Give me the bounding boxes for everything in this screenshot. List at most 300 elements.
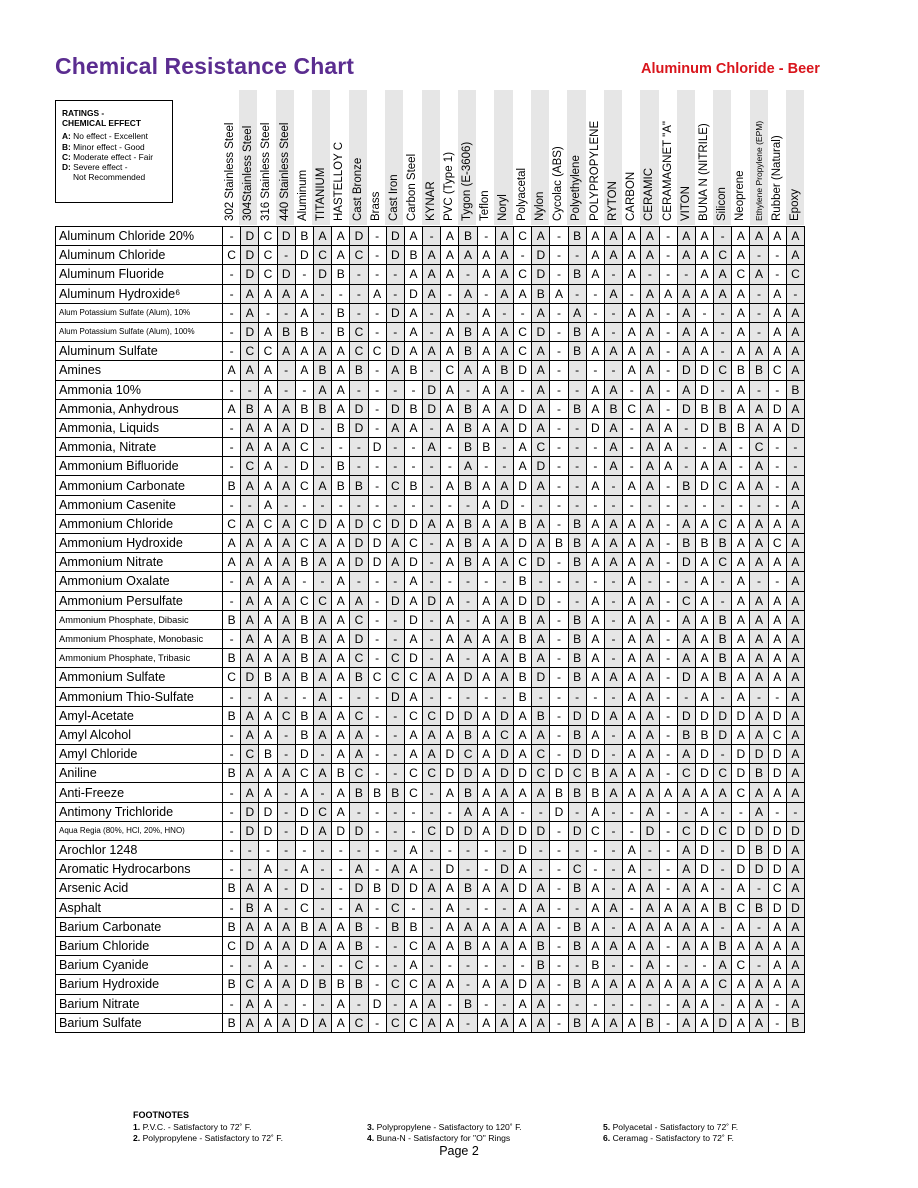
rating-cell: -	[750, 322, 768, 341]
rating-cell: A	[732, 668, 750, 687]
rating-cell: -	[495, 956, 513, 975]
rating-cell: C	[514, 322, 532, 341]
material-header	[494, 90, 512, 225]
rating-cell: C	[386, 1013, 404, 1032]
rating-cell: -	[550, 994, 568, 1013]
rating-cell: -	[677, 457, 695, 476]
rating-cell: A	[332, 802, 350, 821]
rating-cell: A	[241, 476, 259, 495]
rating-cell: A	[332, 380, 350, 399]
rating-cell: A	[750, 802, 768, 821]
material-header	[276, 90, 294, 225]
legend-item	[62, 142, 172, 152]
rating-cell: -	[732, 802, 750, 821]
rating-cell: A	[695, 322, 713, 341]
rating-cell: A	[586, 322, 604, 341]
rating-cell: D	[459, 821, 477, 840]
rating-cell: C	[241, 457, 259, 476]
rating-cell: C	[423, 821, 441, 840]
rating-cell: A	[732, 879, 750, 898]
rating-cell: A	[313, 553, 331, 572]
rating-cell: A	[750, 457, 768, 476]
rating-cell: A	[732, 610, 750, 629]
rating-cell: C	[350, 1013, 368, 1032]
rating-cell: A	[641, 936, 659, 955]
rating-cell: -	[714, 342, 732, 361]
rating-cell: A	[586, 668, 604, 687]
rating-cell: A	[732, 629, 750, 648]
rating-cell: C	[241, 342, 259, 361]
rating-cell: -	[404, 380, 422, 399]
table-row	[56, 227, 805, 246]
rating-cell: A	[514, 1013, 532, 1032]
rating-cell: A	[623, 706, 641, 725]
rating-cell: D	[532, 553, 550, 572]
rating-cell: A	[495, 553, 513, 572]
rating-cell: -	[295, 380, 313, 399]
rating-cell: A	[277, 917, 295, 936]
rating-cell: B	[459, 553, 477, 572]
material-header	[586, 90, 604, 225]
rating-cell: A	[677, 879, 695, 898]
rating-cell: B	[568, 265, 586, 284]
rating-cell: A	[404, 994, 422, 1013]
rating-cell: -	[423, 860, 441, 879]
rating-cell: -	[295, 994, 313, 1013]
material-header	[221, 90, 239, 225]
rating-cell: A	[677, 783, 695, 802]
rating-cell: -	[423, 572, 441, 591]
rating-cell: B	[223, 706, 241, 725]
rating-cell: -	[223, 860, 241, 879]
rating-cell: A	[786, 322, 804, 341]
rating-cell: D	[495, 706, 513, 725]
rating-cell: A	[586, 802, 604, 821]
rating-cell: D	[786, 898, 804, 917]
rating-cell: A	[441, 591, 459, 610]
rating-cell: A	[604, 975, 622, 994]
rating-cell: C	[313, 591, 331, 610]
rating-cell: A	[623, 649, 641, 668]
rating-cell: A	[623, 514, 641, 533]
rating-cell: A	[786, 361, 804, 380]
rating-cell: -	[750, 956, 768, 975]
rating-cell: A	[514, 898, 532, 917]
rating-cell: A	[313, 821, 331, 840]
rating-cell: A	[695, 879, 713, 898]
rating-cell: -	[532, 687, 550, 706]
rating-cell: B	[568, 936, 586, 955]
rating-cell: B	[295, 649, 313, 668]
rating-cell: -	[350, 687, 368, 706]
rating-cell: A	[404, 572, 422, 591]
rating-cell: D	[241, 668, 259, 687]
rating-cell: A	[532, 514, 550, 533]
rating-cell: D	[295, 879, 313, 898]
rating-cell: A	[695, 514, 713, 533]
rating-cell: A	[386, 418, 404, 437]
rating-cell: -	[550, 457, 568, 476]
material-header	[239, 90, 257, 225]
rating-cell: D	[386, 342, 404, 361]
rating-cell: A	[641, 591, 659, 610]
rating-cell: A	[495, 534, 513, 553]
rating-cell: -	[677, 418, 695, 437]
rating-cell: A	[641, 668, 659, 687]
rating-cell: -	[386, 284, 404, 303]
rating-cell: C	[277, 706, 295, 725]
rating-cell: -	[477, 227, 495, 246]
rating-cell: -	[568, 994, 586, 1013]
rating-cell: -	[604, 841, 622, 860]
chemical-name: Barium Carbonate	[56, 917, 223, 936]
rating-cell: D	[768, 706, 786, 725]
rating-cell: -	[495, 303, 513, 322]
rating-cell: -	[277, 994, 295, 1013]
rating-cell: C	[368, 514, 386, 533]
rating-cell: A	[677, 860, 695, 879]
rating-cell: B	[714, 649, 732, 668]
rating-cell: A	[259, 994, 277, 1013]
rating-cell: A	[677, 1013, 695, 1032]
rating-cell: A	[477, 879, 495, 898]
rating-cell: A	[604, 898, 622, 917]
rating-cell: D	[677, 553, 695, 572]
table-row	[56, 745, 805, 764]
rating-cell: B	[459, 438, 477, 457]
rating-cell: -	[223, 994, 241, 1013]
rating-cell: -	[277, 246, 295, 265]
rating-cell: -	[441, 284, 459, 303]
rating-cell: -	[313, 438, 331, 457]
rating-cell: A	[550, 284, 568, 303]
rating-cell: -	[623, 418, 641, 437]
material-header	[403, 90, 421, 225]
material-header	[440, 90, 458, 225]
rating-cell: C	[532, 438, 550, 457]
rating-cell: D	[350, 514, 368, 533]
rating-cell: -	[750, 879, 768, 898]
rating-cell: A	[532, 629, 550, 648]
rating-cell: B	[514, 687, 532, 706]
rating-cell: A	[586, 534, 604, 553]
rating-cell: -	[586, 438, 604, 457]
footnote: 2. Polypropylene - Satisfactory to 72˚ F.	[133, 1132, 283, 1143]
rating-cell: A	[423, 342, 441, 361]
rating-cell: A	[623, 572, 641, 591]
rating-cell: A	[641, 284, 659, 303]
rating-cell: A	[495, 1013, 513, 1032]
rating-cell: A	[586, 1013, 604, 1032]
rating-cell: A	[714, 284, 732, 303]
rating-cell: A	[768, 553, 786, 572]
rating-cell: A	[332, 246, 350, 265]
rating-cell: A	[332, 1013, 350, 1032]
rating-cell: A	[750, 227, 768, 246]
rating-cell: -	[368, 495, 386, 514]
rating-cell: -	[732, 438, 750, 457]
rating-cell: A	[459, 802, 477, 821]
rating-cell: A	[641, 246, 659, 265]
rating-cell: -	[550, 342, 568, 361]
rating-cell: -	[659, 553, 677, 572]
rating-cell: -	[350, 572, 368, 591]
rating-cell: B	[677, 534, 695, 553]
rating-cell: B	[350, 668, 368, 687]
rating-cell: -	[695, 956, 713, 975]
table-row	[56, 553, 805, 572]
rating-cell: -	[386, 380, 404, 399]
rating-cell: A	[332, 649, 350, 668]
rating-cell: -	[459, 265, 477, 284]
rating-cell: A	[532, 879, 550, 898]
rating-cell: -	[768, 265, 786, 284]
material-header	[476, 90, 494, 225]
chemical-name: Barium Nitrate	[56, 994, 223, 1013]
rating-cell: C	[313, 246, 331, 265]
rating-cell: A	[386, 361, 404, 380]
rating-cell: B	[223, 610, 241, 629]
material-header	[513, 90, 531, 225]
rating-cell: B	[714, 399, 732, 418]
rating-cell: B	[695, 725, 713, 744]
rating-cell: A	[495, 418, 513, 437]
rating-cell: A	[786, 342, 804, 361]
rating-cell: B	[568, 783, 586, 802]
rating-cell: B	[459, 994, 477, 1013]
rating-cell: B	[368, 783, 386, 802]
material-label: HASTELLOY C	[333, 141, 346, 221]
rating-cell: A	[241, 764, 259, 783]
rating-cell: A	[495, 322, 513, 341]
rating-cell: -	[423, 457, 441, 476]
rating-cell: A	[459, 361, 477, 380]
rating-cell: -	[714, 495, 732, 514]
rating-cell: A	[641, 898, 659, 917]
rating-cell: A	[786, 975, 804, 994]
rating-cell: A	[459, 284, 477, 303]
rating-cell: -	[604, 802, 622, 821]
material-header	[768, 90, 786, 225]
rating-cell: -	[350, 380, 368, 399]
rating-cell: -	[623, 495, 641, 514]
rating-cell: A	[241, 917, 259, 936]
rating-cell: A	[477, 725, 495, 744]
rating-cell: -	[386, 821, 404, 840]
rating-cell: A	[750, 399, 768, 418]
rating-cell: A	[586, 265, 604, 284]
rating-cell: B	[532, 956, 550, 975]
rating-cell: B	[568, 399, 586, 418]
rating-cell: -	[313, 418, 331, 437]
rating-cell: -	[223, 342, 241, 361]
rating-cell: A	[259, 879, 277, 898]
rating-cell: B	[514, 668, 532, 687]
rating-cell: -	[768, 994, 786, 1013]
rating-cell: D	[514, 476, 532, 495]
rating-cell: A	[786, 227, 804, 246]
legend-heading-line: RATINGS -	[62, 108, 105, 118]
rating-cell: A	[750, 418, 768, 437]
rating-cell: -	[368, 802, 386, 821]
rating-cell: A	[786, 994, 804, 1013]
rating-cell: D	[714, 1013, 732, 1032]
rating-cell: -	[277, 380, 295, 399]
rating-cell: A	[604, 284, 622, 303]
rating-cell: -	[223, 438, 241, 457]
rating-cell: -	[313, 860, 331, 879]
rating-cell: A	[641, 975, 659, 994]
rating-cell: -	[368, 572, 386, 591]
rating-cell: A	[586, 227, 604, 246]
rating-cell: -	[404, 821, 422, 840]
rating-cell: -	[659, 591, 677, 610]
material-label: Neoprene	[734, 170, 747, 221]
rating-cell: B	[677, 476, 695, 495]
chemical-name: Ammonium Phosphate, Monobasic	[56, 629, 223, 648]
rating-cell: A	[677, 629, 695, 648]
rating-cell: -	[495, 687, 513, 706]
rating-cell: A	[641, 303, 659, 322]
rating-cell: -	[223, 380, 241, 399]
rating-cell: A	[623, 764, 641, 783]
rating-cell: A	[423, 725, 441, 744]
rating-cell: -	[714, 687, 732, 706]
rating-cell: -	[586, 303, 604, 322]
rating-cell: A	[495, 265, 513, 284]
rating-cell: D	[550, 764, 568, 783]
rating-cell: -	[786, 438, 804, 457]
rating-cell: A	[695, 342, 713, 361]
rating-cell: A	[313, 534, 331, 553]
rating-cell: A	[259, 380, 277, 399]
rating-cell: A	[768, 917, 786, 936]
rating-cell: B	[295, 725, 313, 744]
rating-cell: A	[423, 284, 441, 303]
rating-cell: -	[659, 764, 677, 783]
rating-cell: C	[313, 802, 331, 821]
rating-cell: -	[459, 687, 477, 706]
rating-cell: -	[623, 821, 641, 840]
rating-cell: A	[750, 706, 768, 725]
rating-cell: -	[368, 745, 386, 764]
rating-cell: A	[532, 303, 550, 322]
rating-cell: -	[604, 956, 622, 975]
rating-cell: C	[259, 514, 277, 533]
rating-cell: -	[350, 994, 368, 1013]
rating-cell: A	[332, 361, 350, 380]
rating-cell: A	[404, 418, 422, 437]
rating-cell: D	[295, 936, 313, 955]
rating-cell: A	[586, 610, 604, 629]
rating-cell: A	[241, 591, 259, 610]
rating-cell: A	[768, 322, 786, 341]
rating-cell: -	[368, 687, 386, 706]
rating-cell: -	[423, 956, 441, 975]
rating-cell: B	[532, 284, 550, 303]
rating-cell: A	[277, 438, 295, 457]
rating-cell: D	[259, 821, 277, 840]
rating-cell: A	[404, 303, 422, 322]
chemical-name: Alum Potassium Sulfate (Alum), 100%	[56, 322, 223, 341]
rating-cell: A	[659, 975, 677, 994]
chemical-name: Barium Chloride	[56, 936, 223, 955]
rating-cell: D	[404, 284, 422, 303]
rating-cell: -	[604, 361, 622, 380]
rating-cell: A	[786, 687, 804, 706]
rating-cell: -	[441, 802, 459, 821]
rating-cell: D	[695, 841, 713, 860]
rating-cell: A	[495, 917, 513, 936]
material-label: Cycolac (ABS)	[552, 146, 565, 221]
rating-cell: -	[350, 802, 368, 821]
rating-cell: -	[568, 687, 586, 706]
rating-cell: -	[423, 495, 441, 514]
rating-cell: A	[277, 668, 295, 687]
rating-cell: A	[786, 246, 804, 265]
material-header	[677, 90, 695, 225]
rating-cell: A	[423, 265, 441, 284]
rating-cell: -	[368, 936, 386, 955]
rating-cell: -	[368, 956, 386, 975]
rating-cell: -	[550, 438, 568, 457]
legend-text: No effect - Excellent	[73, 131, 148, 142]
rating-cell: D	[386, 246, 404, 265]
table-row	[56, 687, 805, 706]
rating-cell: C	[223, 668, 241, 687]
rating-cell: B	[404, 246, 422, 265]
rating-cell: -	[550, 495, 568, 514]
material-header	[731, 90, 749, 225]
rating-cell: C	[295, 476, 313, 495]
rating-cell: A	[586, 725, 604, 744]
rating-cell: -	[313, 956, 331, 975]
rating-cell: A	[768, 936, 786, 955]
rating-cell: A	[241, 629, 259, 648]
rating-cell: A	[495, 227, 513, 246]
rating-cell: A	[586, 380, 604, 399]
rating-cell: A	[259, 649, 277, 668]
rating-cell: -	[532, 860, 550, 879]
rating-cell: -	[223, 418, 241, 437]
rating-cell: -	[223, 687, 241, 706]
rating-cell: -	[313, 745, 331, 764]
rating-cell: A	[423, 745, 441, 764]
material-label: VITON	[679, 186, 692, 221]
rating-cell: -	[641, 841, 659, 860]
rating-cell: B	[786, 1013, 804, 1032]
rating-cell: -	[368, 418, 386, 437]
rating-cell: A	[313, 649, 331, 668]
rating-cell: A	[477, 342, 495, 361]
rating-cell: A	[477, 936, 495, 955]
rating-cell: -	[423, 418, 441, 437]
rating-cell: C	[350, 322, 368, 341]
rating-cell: D	[586, 418, 604, 437]
material-label: POLYPROPYLENE	[588, 120, 601, 221]
rating-cell: A	[477, 399, 495, 418]
rating-cell: -	[368, 591, 386, 610]
rating-cell: A	[532, 342, 550, 361]
rating-cell: -	[332, 438, 350, 457]
rating-cell: A	[641, 764, 659, 783]
rating-cell: D	[459, 764, 477, 783]
rating-cell: -	[277, 802, 295, 821]
page-subtitle: Aluminum Chloride - Beer	[641, 61, 820, 77]
rating-cell: -	[368, 649, 386, 668]
rating-cell: D	[368, 534, 386, 553]
table-row	[56, 706, 805, 725]
